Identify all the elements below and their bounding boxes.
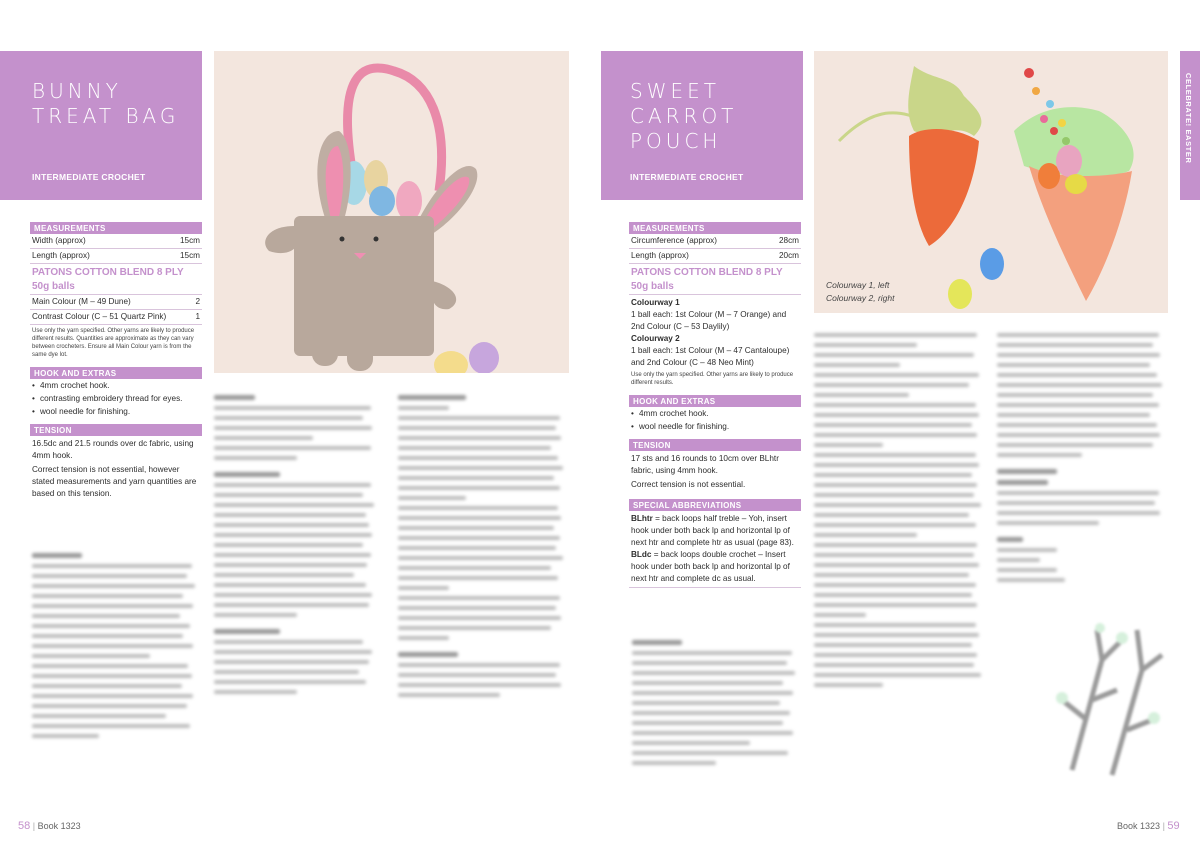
right-page	[602, 0, 1200, 848]
measurement-label: Width (approx)	[32, 236, 86, 245]
hook-item: • contrasting embroidery thread for eyes.	[30, 392, 202, 405]
measurement-value: 20cm	[778, 251, 799, 260]
colour-quantity: 2	[195, 297, 200, 306]
book-number: Book 1323	[1117, 821, 1161, 831]
blurred-text-column	[632, 640, 800, 771]
skill-level: INTERMEDIATE CROCHET	[630, 172, 744, 182]
book-number: Book 1323	[37, 821, 81, 831]
tension-text: 16.5dc and 21.5 rounds over dc fabric, using 4mm hook.	[32, 439, 194, 460]
right-info-column	[629, 222, 801, 588]
left-footer: 58 | Book 1323	[18, 820, 81, 832]
abbreviation-definition: = back loops double crochet – Insert hook under both back lp and horizontal lp of next htr and complete dc as usual.	[631, 550, 790, 583]
tension-note: Correct tension is not essential, however stated measurements and yarn quantities are based on this tension.	[32, 465, 197, 498]
carrot-pouch-illustration	[814, 51, 1168, 313]
pattern-title: BUNNY TREAT BAG	[32, 79, 180, 128]
measurement-row	[629, 249, 801, 264]
hook-item: • 4mm crochet hook.	[629, 407, 801, 420]
yarn-subtitle: 50g balls	[629, 280, 801, 295]
caption-line: Colourway 1, left	[826, 280, 890, 290]
yarn-note: Use only the yarn specified. Other yarns are likely to produce different results.	[631, 372, 794, 386]
right-footer: Book 1323 | 59	[1117, 820, 1180, 832]
hook-header: HOOK AND EXTRAS	[629, 395, 801, 407]
pattern-title: SWEET CARROT POUCH	[630, 79, 738, 153]
measurement-row	[629, 234, 801, 249]
measurement-value: 15cm	[179, 236, 200, 245]
blurred-text-column	[32, 553, 200, 744]
measurement-label: Length (approx)	[631, 251, 689, 260]
hook-item: • 4mm crochet hook.	[30, 379, 202, 392]
bunny-bag-photo	[214, 51, 569, 373]
hook-item: • wool needle for finishing.	[629, 420, 801, 433]
page-number: 58	[18, 820, 31, 832]
carrot-pouch-photo	[814, 51, 1168, 313]
bunny-bag-illustration	[214, 51, 569, 373]
colourway-heading: Colourway 1	[631, 298, 680, 307]
left-info-column	[30, 222, 202, 502]
photo-caption	[826, 279, 895, 305]
abbreviation-definition: = back loops half treble – Yoh, insert hook under both back lp and horizontal lp of next htr and complete htr as usual (page 83).	[631, 514, 794, 547]
tension-header: TENSION	[629, 439, 801, 451]
colour-quantity: 1	[195, 312, 200, 321]
abbreviation-term: BLdc	[631, 550, 652, 559]
colour-row	[30, 294, 202, 310]
left-page	[0, 0, 598, 848]
yarn-note: Use only the yarn specified. Other yarns are likely to produce different results. Quantities are approximate as they can vary between crocheters. Ensure all Main Colour yarn is from the same dye lot.	[32, 328, 195, 358]
page-number: 59	[1167, 820, 1180, 832]
tension-text: 17 sts and 16 rounds to 10cm over BLhtr fabric, using 4mm hook.	[631, 454, 779, 475]
measurement-label: Circumference (approx)	[631, 236, 717, 245]
colourway-text: 1 ball each: 1st Colour (M – 7 Orange) and 2nd Colour (C – 53 Daylily)	[631, 310, 787, 331]
yarn-title: PATONS COTTON BLEND 8 PLY	[631, 267, 783, 278]
caption-line: Colourway 2, right	[826, 293, 895, 303]
blurred-text-column	[214, 395, 379, 700]
measurement-label: Length (approx)	[32, 251, 90, 260]
measurement-row	[30, 249, 202, 264]
colourway-heading: Colourway 2	[631, 334, 680, 343]
colourway-text: 1 ball each: 1st Colour (M – 47 Cantaloupe) and 2nd Colour (C – 48 Neo Mint)	[631, 346, 790, 367]
blurred-text-column	[398, 395, 568, 703]
tension-note: Correct tension is not essential.	[631, 480, 746, 489]
side-tab-label: CELEBRATE! EASTER	[1184, 73, 1193, 164]
colour-label: Contrast Colour (C – 51 Quartz Pink)	[32, 312, 167, 321]
hook-header: HOOK AND EXTRAS	[30, 367, 202, 379]
abbreviation-term: BLhtr	[631, 514, 653, 523]
colour-label: Main Colour (M – 49 Dune)	[32, 297, 131, 306]
measurement-row	[30, 234, 202, 249]
skill-level: INTERMEDIATE CROCHET	[32, 172, 146, 182]
blurred-text-column	[997, 333, 1167, 588]
section-side-tab	[1180, 51, 1200, 200]
hook-item: • wool needle for finishing.	[30, 405, 202, 418]
title-block	[0, 51, 202, 200]
title-block	[601, 51, 803, 200]
yarn-subtitle: 50g balls	[32, 281, 75, 292]
tension-header: TENSION	[30, 424, 202, 436]
colour-row	[30, 310, 202, 325]
measurements-header: MEASUREMENTS	[30, 222, 202, 234]
decorative-branch-illustration	[1042, 600, 1182, 790]
abbreviations-header: SPECIAL ABBREVIATIONS	[629, 499, 801, 511]
blurred-text-column	[814, 333, 986, 693]
measurements-header: MEASUREMENTS	[629, 222, 801, 234]
abbreviation-entry	[629, 511, 801, 588]
yarn-title: PATONS COTTON BLEND 8 PLY	[32, 267, 184, 278]
measurement-value: 15cm	[179, 251, 200, 260]
measurement-value: 28cm	[778, 236, 799, 245]
